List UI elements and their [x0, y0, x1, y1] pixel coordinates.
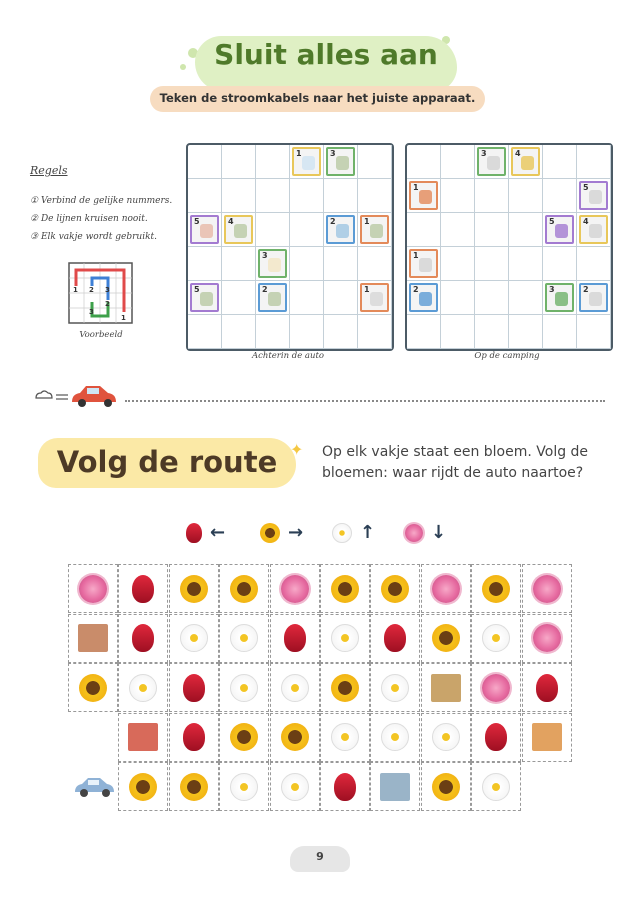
device-tile	[360, 283, 389, 312]
tulip-icon	[284, 624, 306, 652]
grid-cell[interactable]	[290, 247, 324, 281]
grid-cell[interactable]	[407, 213, 441, 247]
fountain-icon	[380, 773, 410, 801]
grid-cell[interactable]	[358, 315, 392, 349]
page-subtitle: Teken de stroomkabels naar het juiste apparaat.	[159, 91, 476, 105]
route-cell[interactable]	[471, 762, 521, 811]
page-title: Sluit alles aan	[214, 38, 438, 71]
arrow-down-icon: ↓	[431, 522, 447, 543]
route-cell[interactable]	[471, 713, 521, 762]
route-cell[interactable]	[68, 614, 118, 663]
rule-item: ③ Elk vakje wordt gebruikt.	[30, 232, 158, 242]
route-cell[interactable]	[421, 564, 471, 613]
tile-number: 5	[583, 183, 589, 192]
route-cell[interactable]	[421, 663, 471, 712]
pillow-icon	[200, 224, 213, 238]
grid-cell[interactable]	[222, 247, 256, 281]
daisy-icon	[281, 674, 309, 702]
sunflower-icon	[281, 723, 309, 751]
grid-cell[interactable]	[256, 213, 290, 247]
tile-number: 3	[262, 251, 268, 260]
sunflower-icon	[260, 523, 280, 543]
device-tile	[292, 147, 321, 176]
device-tile	[545, 283, 574, 312]
device-tile	[579, 181, 608, 210]
tulip-icon	[183, 723, 205, 751]
daisy-icon	[482, 624, 510, 652]
sunflower-icon	[230, 723, 258, 751]
tulip-icon	[186, 523, 202, 543]
tile-number: 3	[481, 149, 487, 158]
arrow-up-icon: ↑	[360, 522, 376, 543]
tile-number: 2	[330, 217, 336, 226]
grid-cell[interactable]	[509, 213, 543, 247]
grid-cell[interactable]	[475, 281, 509, 315]
grid-cell[interactable]	[256, 145, 290, 179]
grid-cell[interactable]	[290, 315, 324, 349]
grid-cell[interactable]	[358, 281, 392, 315]
daisy-icon	[180, 624, 208, 652]
tile-number: 1	[364, 285, 370, 294]
cable-icon	[200, 292, 213, 306]
route-cell[interactable]	[169, 663, 219, 712]
grid-cell[interactable]	[543, 315, 577, 349]
rule-item: ② De lijnen kruisen nooit.	[30, 214, 148, 224]
grid-cell[interactable]	[324, 179, 358, 213]
tulip-icon	[132, 624, 154, 652]
rose-icon	[281, 575, 309, 603]
route-cell[interactable]	[118, 614, 168, 663]
device-tile	[409, 181, 438, 210]
tile-number: 1	[296, 149, 302, 158]
arrow-right-icon: →	[288, 522, 304, 543]
grid-cell[interactable]	[509, 315, 543, 349]
puzzle-caption: Achterin de auto	[251, 351, 325, 361]
daisy-icon	[331, 723, 359, 751]
route-cell[interactable]	[320, 713, 370, 762]
legend-item	[332, 522, 375, 543]
route-cell[interactable]	[219, 564, 269, 613]
church-icon	[78, 624, 108, 652]
house-icon	[532, 723, 562, 751]
tile-number: 2	[583, 285, 589, 294]
grid-cell[interactable]	[441, 247, 475, 281]
example-number: 2	[105, 300, 110, 308]
rose-icon	[432, 575, 460, 603]
route-cell[interactable]	[522, 614, 572, 663]
grid-cell[interactable]	[256, 315, 290, 349]
grid-cell[interactable]	[222, 315, 256, 349]
grid-cell[interactable]	[188, 179, 222, 213]
route-cell[interactable]	[370, 614, 420, 663]
puzzle-caption: Op de camping	[474, 351, 540, 361]
device-tile	[258, 249, 287, 278]
sunflower-icon	[180, 575, 208, 603]
grid-cell[interactable]	[407, 145, 441, 179]
grid-cell[interactable]	[407, 281, 441, 315]
grid-cell[interactable]	[324, 281, 358, 315]
daisy-icon	[482, 773, 510, 801]
grid-cell[interactable]	[256, 179, 290, 213]
example-number: 3	[105, 286, 110, 294]
device-tile	[326, 147, 355, 176]
grid-cell[interactable]	[577, 281, 611, 315]
cable-icon	[234, 224, 247, 238]
decor-dot	[180, 64, 186, 70]
tulip-icon	[334, 773, 356, 801]
rules-heading: Regels	[30, 164, 68, 177]
grid-cell[interactable]	[509, 247, 543, 281]
rose-icon	[533, 575, 561, 603]
tile-number: 2	[413, 285, 419, 294]
device-tile	[511, 147, 540, 176]
rule-text: De lijnen kruisen nooit.	[40, 214, 148, 224]
route-cell[interactable]	[270, 614, 320, 663]
tile-number: 3	[549, 285, 555, 294]
arrow-left-icon: ←	[210, 522, 226, 543]
tile-number: 4	[583, 217, 589, 226]
daisy-icon	[281, 773, 309, 801]
grid-cell[interactable]	[441, 213, 475, 247]
plug-icon	[589, 224, 602, 238]
route-cell[interactable]	[370, 762, 420, 811]
rule-item: ① Verbind de gelijke nummers.	[30, 196, 173, 206]
tent-icon	[555, 224, 568, 238]
tablet-icon	[268, 258, 281, 272]
rule-text: Verbind de gelijke nummers.	[40, 196, 173, 206]
grid-cell[interactable]	[475, 213, 509, 247]
device-tile	[579, 215, 608, 244]
route-cell[interactable]	[270, 713, 320, 762]
grid-cell[interactable]	[577, 145, 611, 179]
sunflower-icon	[129, 773, 157, 801]
car-start-icon	[72, 774, 118, 800]
tulip-icon	[536, 674, 558, 702]
sunflower-icon	[331, 674, 359, 702]
tile-number: 5	[194, 217, 200, 226]
route-cell[interactable]	[169, 564, 219, 613]
sunflower-icon	[79, 674, 107, 702]
grid-cell[interactable]	[577, 315, 611, 349]
grid-cell[interactable]	[577, 179, 611, 213]
legend-item	[405, 522, 446, 543]
device-tile	[409, 249, 438, 278]
route-cell[interactable]	[320, 564, 370, 613]
grid-cell[interactable]	[324, 213, 358, 247]
car-divider-icon	[32, 382, 120, 410]
route-cell[interactable]	[320, 614, 370, 663]
sunflower-icon	[180, 773, 208, 801]
tile-number: 1	[413, 183, 419, 192]
route-cell[interactable]	[320, 762, 370, 811]
route-cell[interactable]	[219, 713, 269, 762]
tile-number: 1	[413, 251, 419, 260]
device-tile	[190, 215, 219, 244]
headphones-icon	[370, 292, 383, 306]
grid-cell[interactable]	[358, 247, 392, 281]
grid-cell[interactable]	[324, 247, 358, 281]
route-cell[interactable]	[421, 614, 471, 663]
daisy-icon	[381, 674, 409, 702]
tulip-icon	[132, 575, 154, 603]
grid-cell[interactable]	[543, 179, 577, 213]
grid-cell[interactable]	[441, 281, 475, 315]
device-tile	[579, 283, 608, 312]
route-description: Op elk vakje staat een bloem. Volg de bloemen: waar rijdt de auto naartoe?	[322, 444, 589, 481]
plug-icon	[487, 156, 500, 170]
route-cell[interactable]	[219, 663, 269, 712]
grid-cell[interactable]	[441, 179, 475, 213]
daisy-icon	[230, 773, 258, 801]
route-cell[interactable]	[270, 762, 320, 811]
rule-text: Elk vakje wordt gebruikt.	[40, 232, 158, 242]
route-cell[interactable]	[169, 762, 219, 811]
route-cell[interactable]	[219, 614, 269, 663]
route-cell[interactable]	[219, 762, 269, 811]
tile-number: 5	[549, 217, 555, 226]
page-number: 9	[316, 850, 324, 863]
grid-cell[interactable]	[188, 247, 222, 281]
route-cell[interactable]	[471, 614, 521, 663]
grid-cell[interactable]	[290, 281, 324, 315]
grid-cell[interactable]	[441, 145, 475, 179]
battery-icon	[302, 156, 315, 170]
grid-cell[interactable]	[222, 213, 256, 247]
daisy-icon	[432, 723, 460, 751]
grid-cell[interactable]	[188, 315, 222, 349]
device-tile	[360, 215, 389, 244]
example-caption: Voorbeeld	[79, 330, 123, 340]
tulip-icon	[485, 723, 507, 751]
sparkle-icon: ✦	[290, 440, 304, 459]
grid-cell[interactable]	[188, 281, 222, 315]
rose-icon	[482, 674, 510, 702]
tulip-icon	[183, 674, 205, 702]
plug-icon	[419, 258, 432, 272]
tent-icon	[521, 156, 534, 170]
route-cell[interactable]	[522, 713, 572, 762]
phone-icon	[336, 224, 349, 238]
grid-cell[interactable]	[290, 213, 324, 247]
route-cell[interactable]	[320, 663, 370, 712]
grid-cell[interactable]	[543, 145, 577, 179]
tile-number: 4	[228, 217, 234, 226]
grid-cell[interactable]	[407, 315, 441, 349]
grid-cell[interactable]	[256, 247, 290, 281]
example-number: 1	[121, 314, 126, 322]
grid-cell[interactable]	[407, 179, 441, 213]
grid-cell[interactable]	[222, 281, 256, 315]
route-cell[interactable]	[522, 564, 572, 613]
example-number: 2	[89, 286, 94, 294]
grid-cell[interactable]	[188, 213, 222, 247]
cable-icon	[268, 292, 281, 306]
route-cell[interactable]	[370, 713, 420, 762]
device-tile	[224, 215, 253, 244]
route-cell[interactable]	[270, 663, 320, 712]
route-title: Volg de route	[56, 445, 278, 479]
device-tile	[477, 147, 506, 176]
grid-cell[interactable]	[441, 315, 475, 349]
route-cell[interactable]	[68, 564, 118, 613]
route-cell[interactable]	[118, 663, 168, 712]
townhall-icon	[431, 674, 461, 702]
rose-icon	[533, 624, 561, 652]
example-grid	[68, 262, 134, 324]
rose-icon	[405, 524, 423, 542]
shop-icon	[128, 723, 158, 751]
route-cell[interactable]	[421, 713, 471, 762]
plug-icon	[589, 190, 602, 204]
tile-number: 4	[515, 149, 521, 158]
route-cell[interactable]	[118, 762, 168, 811]
grid-cell[interactable]	[222, 145, 256, 179]
tile-number: 2	[262, 285, 268, 294]
daisy-icon	[331, 624, 359, 652]
grid-cell[interactable]	[475, 145, 509, 179]
tile-number: 3	[330, 149, 336, 158]
route-cell[interactable]	[169, 614, 219, 663]
daisy-icon	[230, 674, 258, 702]
route-cell[interactable]	[471, 663, 521, 712]
grid-cell[interactable]	[358, 145, 392, 179]
sunflower-icon	[331, 575, 359, 603]
grid-cell[interactable]	[358, 179, 392, 213]
grid-cell[interactable]	[256, 281, 290, 315]
device-tile	[326, 215, 355, 244]
sunflower-icon	[432, 624, 460, 652]
grid-cell[interactable]	[543, 213, 577, 247]
grid-cell[interactable]	[475, 179, 509, 213]
grid-cell[interactable]	[290, 179, 324, 213]
sunflower-icon	[432, 773, 460, 801]
grid-cell[interactable]	[475, 247, 509, 281]
sunflower-icon	[230, 575, 258, 603]
example-number: 1	[73, 286, 78, 294]
tile-number: 5	[194, 285, 200, 294]
tent-icon	[419, 292, 432, 306]
example-number: 3	[89, 308, 94, 316]
puzzle-grid-car	[186, 143, 394, 351]
grid-cell[interactable]	[509, 179, 543, 213]
grid-cell[interactable]	[222, 179, 256, 213]
route-cell[interactable]	[270, 564, 320, 613]
device-tile	[545, 215, 574, 244]
grid-cell[interactable]	[290, 145, 324, 179]
grid-cell[interactable]	[577, 213, 611, 247]
puzzle-grid-camping	[405, 143, 613, 351]
device-tile	[190, 283, 219, 312]
legend-item	[186, 522, 225, 543]
cable-icon	[336, 156, 349, 170]
grid-cell[interactable]	[509, 145, 543, 179]
grid-cell[interactable]	[543, 281, 577, 315]
route-cell[interactable]	[471, 564, 521, 613]
grid-cell[interactable]	[188, 145, 222, 179]
grid-cell[interactable]	[358, 213, 392, 247]
grid-cell[interactable]	[543, 247, 577, 281]
route-cell[interactable]	[370, 564, 420, 613]
tent-icon	[419, 190, 432, 204]
route-cell[interactable]	[421, 762, 471, 811]
rose-icon	[79, 575, 107, 603]
device-tile	[258, 283, 287, 312]
flower-grid	[68, 564, 572, 812]
sunflower-icon	[381, 575, 409, 603]
device-tile	[409, 283, 438, 312]
grid-cell[interactable]	[577, 247, 611, 281]
plug-icon	[589, 292, 602, 306]
divider	[125, 400, 605, 402]
route-cell[interactable]	[118, 713, 168, 762]
tent-icon	[555, 292, 568, 306]
grid-cell[interactable]	[475, 315, 509, 349]
daisy-icon	[129, 674, 157, 702]
route-cell[interactable]	[370, 663, 420, 712]
daisy-icon	[381, 723, 409, 751]
daisy-icon	[230, 624, 258, 652]
grid-cell[interactable]	[407, 247, 441, 281]
route-cell[interactable]	[522, 663, 572, 712]
tile-number: 1	[364, 217, 370, 226]
route-cell[interactable]	[169, 713, 219, 762]
legend-item	[260, 522, 303, 543]
grid-cell[interactable]	[324, 145, 358, 179]
route-cell[interactable]	[68, 663, 118, 712]
cable-icon	[370, 224, 383, 238]
sunflower-icon	[482, 575, 510, 603]
grid-cell[interactable]	[324, 315, 358, 349]
daisy-icon	[332, 523, 352, 543]
route-cell[interactable]	[118, 564, 168, 613]
tulip-icon	[384, 624, 406, 652]
grid-cell[interactable]	[509, 281, 543, 315]
